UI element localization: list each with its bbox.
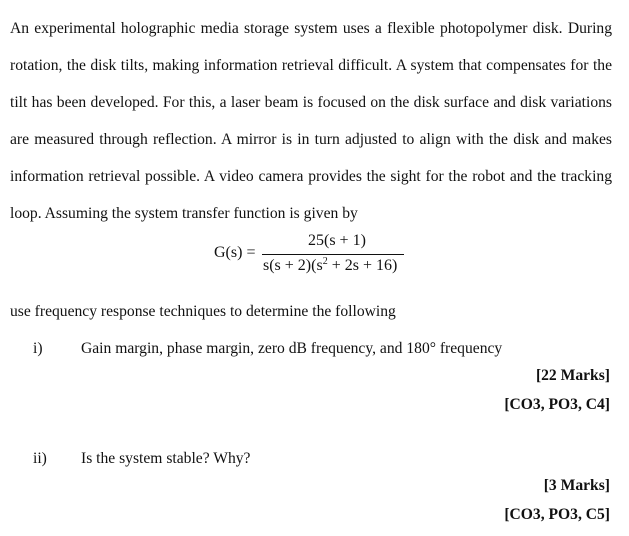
question-number: ii) — [33, 450, 47, 467]
instruction-text: use frequency response techniques to determine the following — [10, 303, 396, 320]
marks-label: [22 Marks] — [535, 367, 610, 384]
fraction-bar — [262, 254, 404, 255]
question-text: Is the system stable? Why? — [81, 450, 251, 467]
transfer-function-numerator: 25(s + 1) — [308, 232, 366, 249]
transfer-function — [214, 232, 414, 282]
denominator-part-b: + 2s + 16) — [327, 257, 398, 274]
denominator-part-a: s(s + 2)(s — [263, 257, 323, 274]
problem-statement: An experimental holographic media storage system uses a flexible photopolymer disk. During rotation, the disk tilts, making information retrieval difficult. A system that compensates for the tilt has been developed. For this, a laser beam is focused on the disk surface and disk variations are measured through reflection. A mirror is in turn adjusted to align with the disk and makes information retrieval possible. A video camera provides the sight for the robot and the tracking loop. Assuming the system transfer function is given by — [10, 20, 612, 222]
question-number: i) — [33, 340, 43, 357]
course-outcome-label: [CO3, PO3, C5] — [504, 506, 610, 523]
marks-label: [3 Marks] — [543, 477, 610, 494]
transfer-function-lhs: G(s) = — [214, 244, 256, 261]
course-outcome-label: [CO3, PO3, C4] — [504, 396, 610, 413]
transfer-function-denominator — [263, 257, 397, 275]
question-text: Gain margin, phase margin, zero dB frequency, and 180° frequency — [81, 340, 503, 357]
denominator-exponent: 2 — [322, 256, 328, 267]
